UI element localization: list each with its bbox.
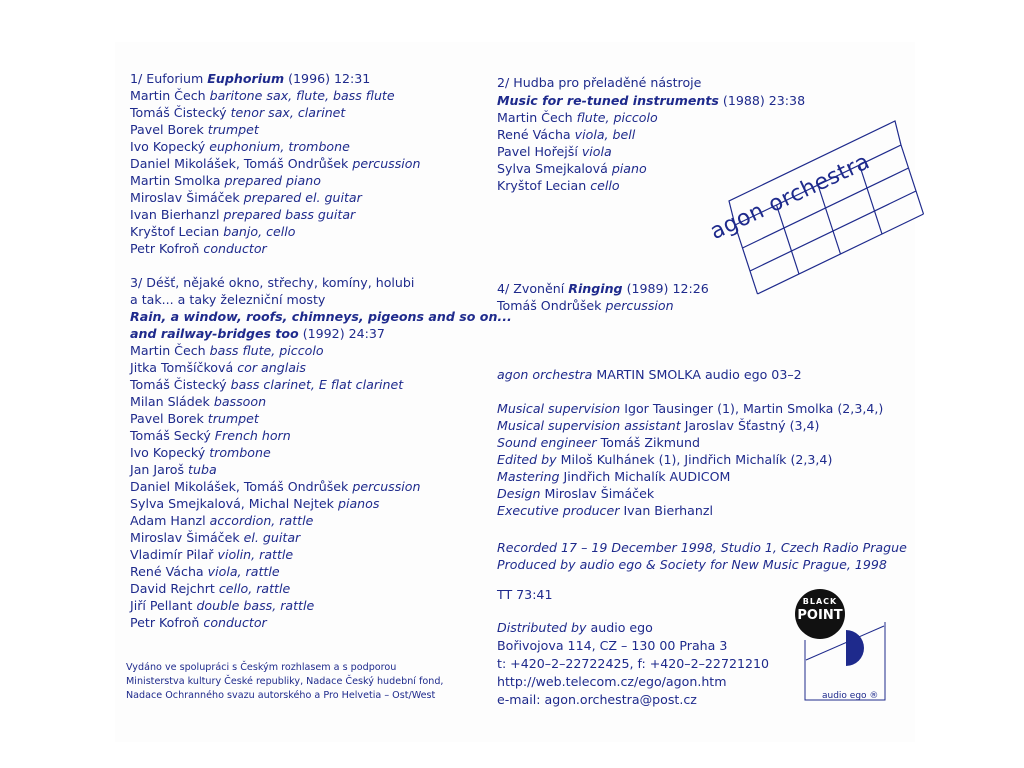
performer-role: banjo, cello	[223, 224, 296, 239]
release-catalog: MARTIN SMOLKA audio ego 03–2	[596, 367, 802, 382]
track-3-title-en-1: Rain, a window, roofs, chimneys, pigeons and so on...	[130, 309, 512, 324]
performer-role: viola, bell	[574, 127, 636, 142]
phone-fax-line: t: +420–2–22722425, f: +420–2–22721210	[497, 656, 770, 671]
performer-role: bass clarinet, E flat clarinet	[230, 377, 404, 392]
performer-role: pianos	[337, 496, 380, 511]
release-ensemble: agon orchestra	[497, 367, 593, 382]
track-4-title-cz: 4/ Zvonění	[497, 281, 565, 296]
track-3-year-time: (1992) 24:37	[302, 326, 385, 341]
performer-name: David Rejchrt	[130, 581, 215, 596]
performer-name: Jiří Pellant	[130, 598, 193, 613]
performer-role: percussion	[352, 156, 421, 171]
performer-name: Martin Smolka	[130, 173, 221, 188]
black-point-logo-top: BLACK	[802, 597, 838, 606]
credit-label: Sound engineer	[497, 435, 597, 450]
track-4-performer: Tomáš Ondrůšek	[497, 298, 602, 313]
performer-name: Martin Čech	[130, 343, 206, 358]
performer-role: euphonium, trombone	[209, 139, 350, 154]
performer-name: Martin Čech	[130, 88, 206, 103]
performer-name: Ivo Kopecký	[130, 445, 206, 460]
performer-role: bass flute, piccolo	[209, 343, 324, 358]
recorded-dates: Recorded 17 – 19 December 1998,	[497, 540, 717, 555]
performer-name: René Vácha	[130, 564, 204, 579]
performer-name: Martin Čech	[497, 110, 573, 125]
performer-name: Adam Hanzl	[130, 513, 206, 528]
performer-role: viola	[581, 144, 612, 159]
track-4-title-en: Ringing	[568, 281, 623, 296]
performer-role: cor anglais	[237, 360, 306, 375]
recorded-studio: Studio 1, Czech Radio Prague	[720, 540, 907, 555]
track-3-title-cz-1: 3/ Déšť, nějaké okno, střechy, komíny, holubi	[130, 275, 415, 290]
performer-name: René Vácha	[497, 127, 571, 142]
performer-name: Tomáš Čistecký	[130, 105, 227, 120]
audio-ego-logo-label: audio ego ®	[822, 691, 879, 701]
performer-role: prepared el. guitar	[243, 190, 362, 205]
credit-value: Jindřich Michalík AUDICOM	[563, 469, 731, 484]
track-2-title-cz: 2/ Hudba pro přeladěné nástroje	[497, 75, 702, 90]
credit-value: Ivan Bierhanzl	[623, 503, 713, 518]
performer-role: prepared bass guitar	[223, 207, 356, 222]
performer-name: Milan Sládek	[130, 394, 210, 409]
performer-name: Daniel Mikolášek, Tomáš Ondrůšek	[130, 156, 349, 171]
performer-name: Jitka Tomšíčková	[130, 360, 234, 375]
agon-orchestra-logo-text: agon orchestra	[706, 149, 874, 245]
performer-role: double bass, rattle	[196, 598, 315, 613]
total-time: TT 73:41	[497, 587, 553, 602]
footnote-line-2: Ministerstva kultury České republiky, Nadace Český hudební fond,	[126, 676, 444, 687]
black-point-logo-main: POINT	[797, 608, 843, 623]
credit-label: Musical supervision assistant	[497, 418, 681, 433]
performer-role: violin, rattle	[217, 547, 294, 562]
performer-role: tuba	[188, 462, 217, 477]
performer-role: bassoon	[213, 394, 267, 409]
credit-value: Tomáš Zikmund	[600, 435, 701, 450]
performer-name: Sylva Smejkalová, Michal Nejtek	[130, 496, 334, 511]
performer-role: el. guitar	[243, 530, 301, 545]
track-4-year-time: (1989) 12:26	[626, 281, 709, 296]
performer-role: accordion, rattle	[209, 513, 314, 528]
address-line: Bořivojova 114, CZ – 130 00 Praha 3	[497, 638, 728, 653]
performer-role: trombone	[209, 445, 271, 460]
track-3-title-cz-2: a tak... a taky železniční mosty	[130, 292, 326, 307]
performer-role: trumpet	[207, 411, 259, 426]
website-link[interactable]: http://web.telecom.cz/ego/agon.htm	[497, 674, 727, 689]
track-2-title-en: Music for re-tuned instruments	[497, 93, 719, 108]
performer-role: piano	[611, 161, 647, 176]
performer-name: Petr Kofroň	[130, 615, 200, 630]
performer-role: prepared piano	[224, 173, 321, 188]
performer-name: Tomáš Secký	[130, 428, 211, 443]
performer-name: Ivan Bierhanzl	[130, 207, 220, 222]
performer-name: Petr Kofroň	[130, 241, 200, 256]
performer-name: Pavel Borek	[130, 122, 204, 137]
performer-role: tenor sax, clarinet	[230, 105, 346, 120]
performer-role: percussion	[352, 479, 421, 494]
performer-role: cello	[590, 178, 620, 193]
performer-role: trumpet	[207, 122, 259, 137]
track-2-year-time: (1988) 23:38	[722, 93, 806, 108]
produced-line: Produced by audio ego & Society for New Music Prague, 1998	[497, 557, 887, 572]
credit-value: Igor Tausinger (1), Martin Smolka (2,3,4,)	[624, 401, 884, 416]
credit-label: Design	[497, 486, 541, 501]
footnote-line-1: Vydáno ve spolupráci s Českým rozhlasem a s podporou	[126, 662, 397, 673]
performer-name: Jan Jaroš	[130, 462, 185, 477]
distributed-label: Distributed by	[497, 620, 587, 635]
performer-role: flute, piccolo	[576, 110, 658, 125]
performer-name: Miroslav Šimáček	[130, 530, 240, 545]
performer-role: cello, rattle	[218, 581, 291, 596]
track-4-role: percussion	[605, 298, 674, 313]
credit-value: Jaroslav Šťastný (3,4)	[684, 418, 820, 433]
email-link[interactable]: e-mail: agon.orchestra@post.cz	[497, 692, 697, 707]
credit-value: Miroslav Šimáček	[544, 486, 655, 501]
performer-name: Tomáš Čistecký	[130, 377, 227, 392]
credit-value: Miloš Kulhánek (1), Jindřich Michalík (2,3,4)	[560, 452, 833, 467]
track-1-title-en: Euphorium	[207, 71, 285, 86]
credit-label: Executive producer	[497, 503, 620, 518]
credit-label: Mastering	[497, 469, 560, 484]
distributor-name: audio ego	[590, 620, 653, 635]
performer-name: Pavel Borek	[130, 411, 204, 426]
credit-label: Edited by	[497, 452, 557, 467]
performer-name: Vladimír Pilař	[130, 547, 214, 562]
performer-name: Kryštof Lecian	[130, 224, 220, 239]
performer-name: Daniel Mikolášek, Tomáš Ondrůšek	[130, 479, 349, 494]
performer-role: French horn	[214, 428, 291, 443]
performer-name: Kryštof Lecian	[497, 178, 587, 193]
performer-name: Sylva Smejkalová	[497, 161, 608, 176]
performer-role: viola, rattle	[207, 564, 280, 579]
footnote-line-3: Nadace Ochranného svazu autorského a Pro Helvetia – Ost/West	[126, 690, 436, 701]
performer-name: Pavel Hořejší	[497, 144, 578, 159]
performer-name: Miroslav Šimáček	[130, 190, 240, 205]
performer-role: conductor	[203, 241, 267, 256]
track-1-year-time: (1996) 12:31	[288, 71, 371, 86]
performer-role: baritone sax, flute, bass flute	[209, 88, 395, 103]
performer-role: conductor	[203, 615, 267, 630]
track-1-title-cz: 1/ Euforium	[130, 71, 204, 86]
performer-name: Ivo Kopecký	[130, 139, 206, 154]
track-3-title-en-2: and railway-bridges too	[130, 326, 299, 341]
credit-label: Musical supervision	[497, 401, 621, 416]
